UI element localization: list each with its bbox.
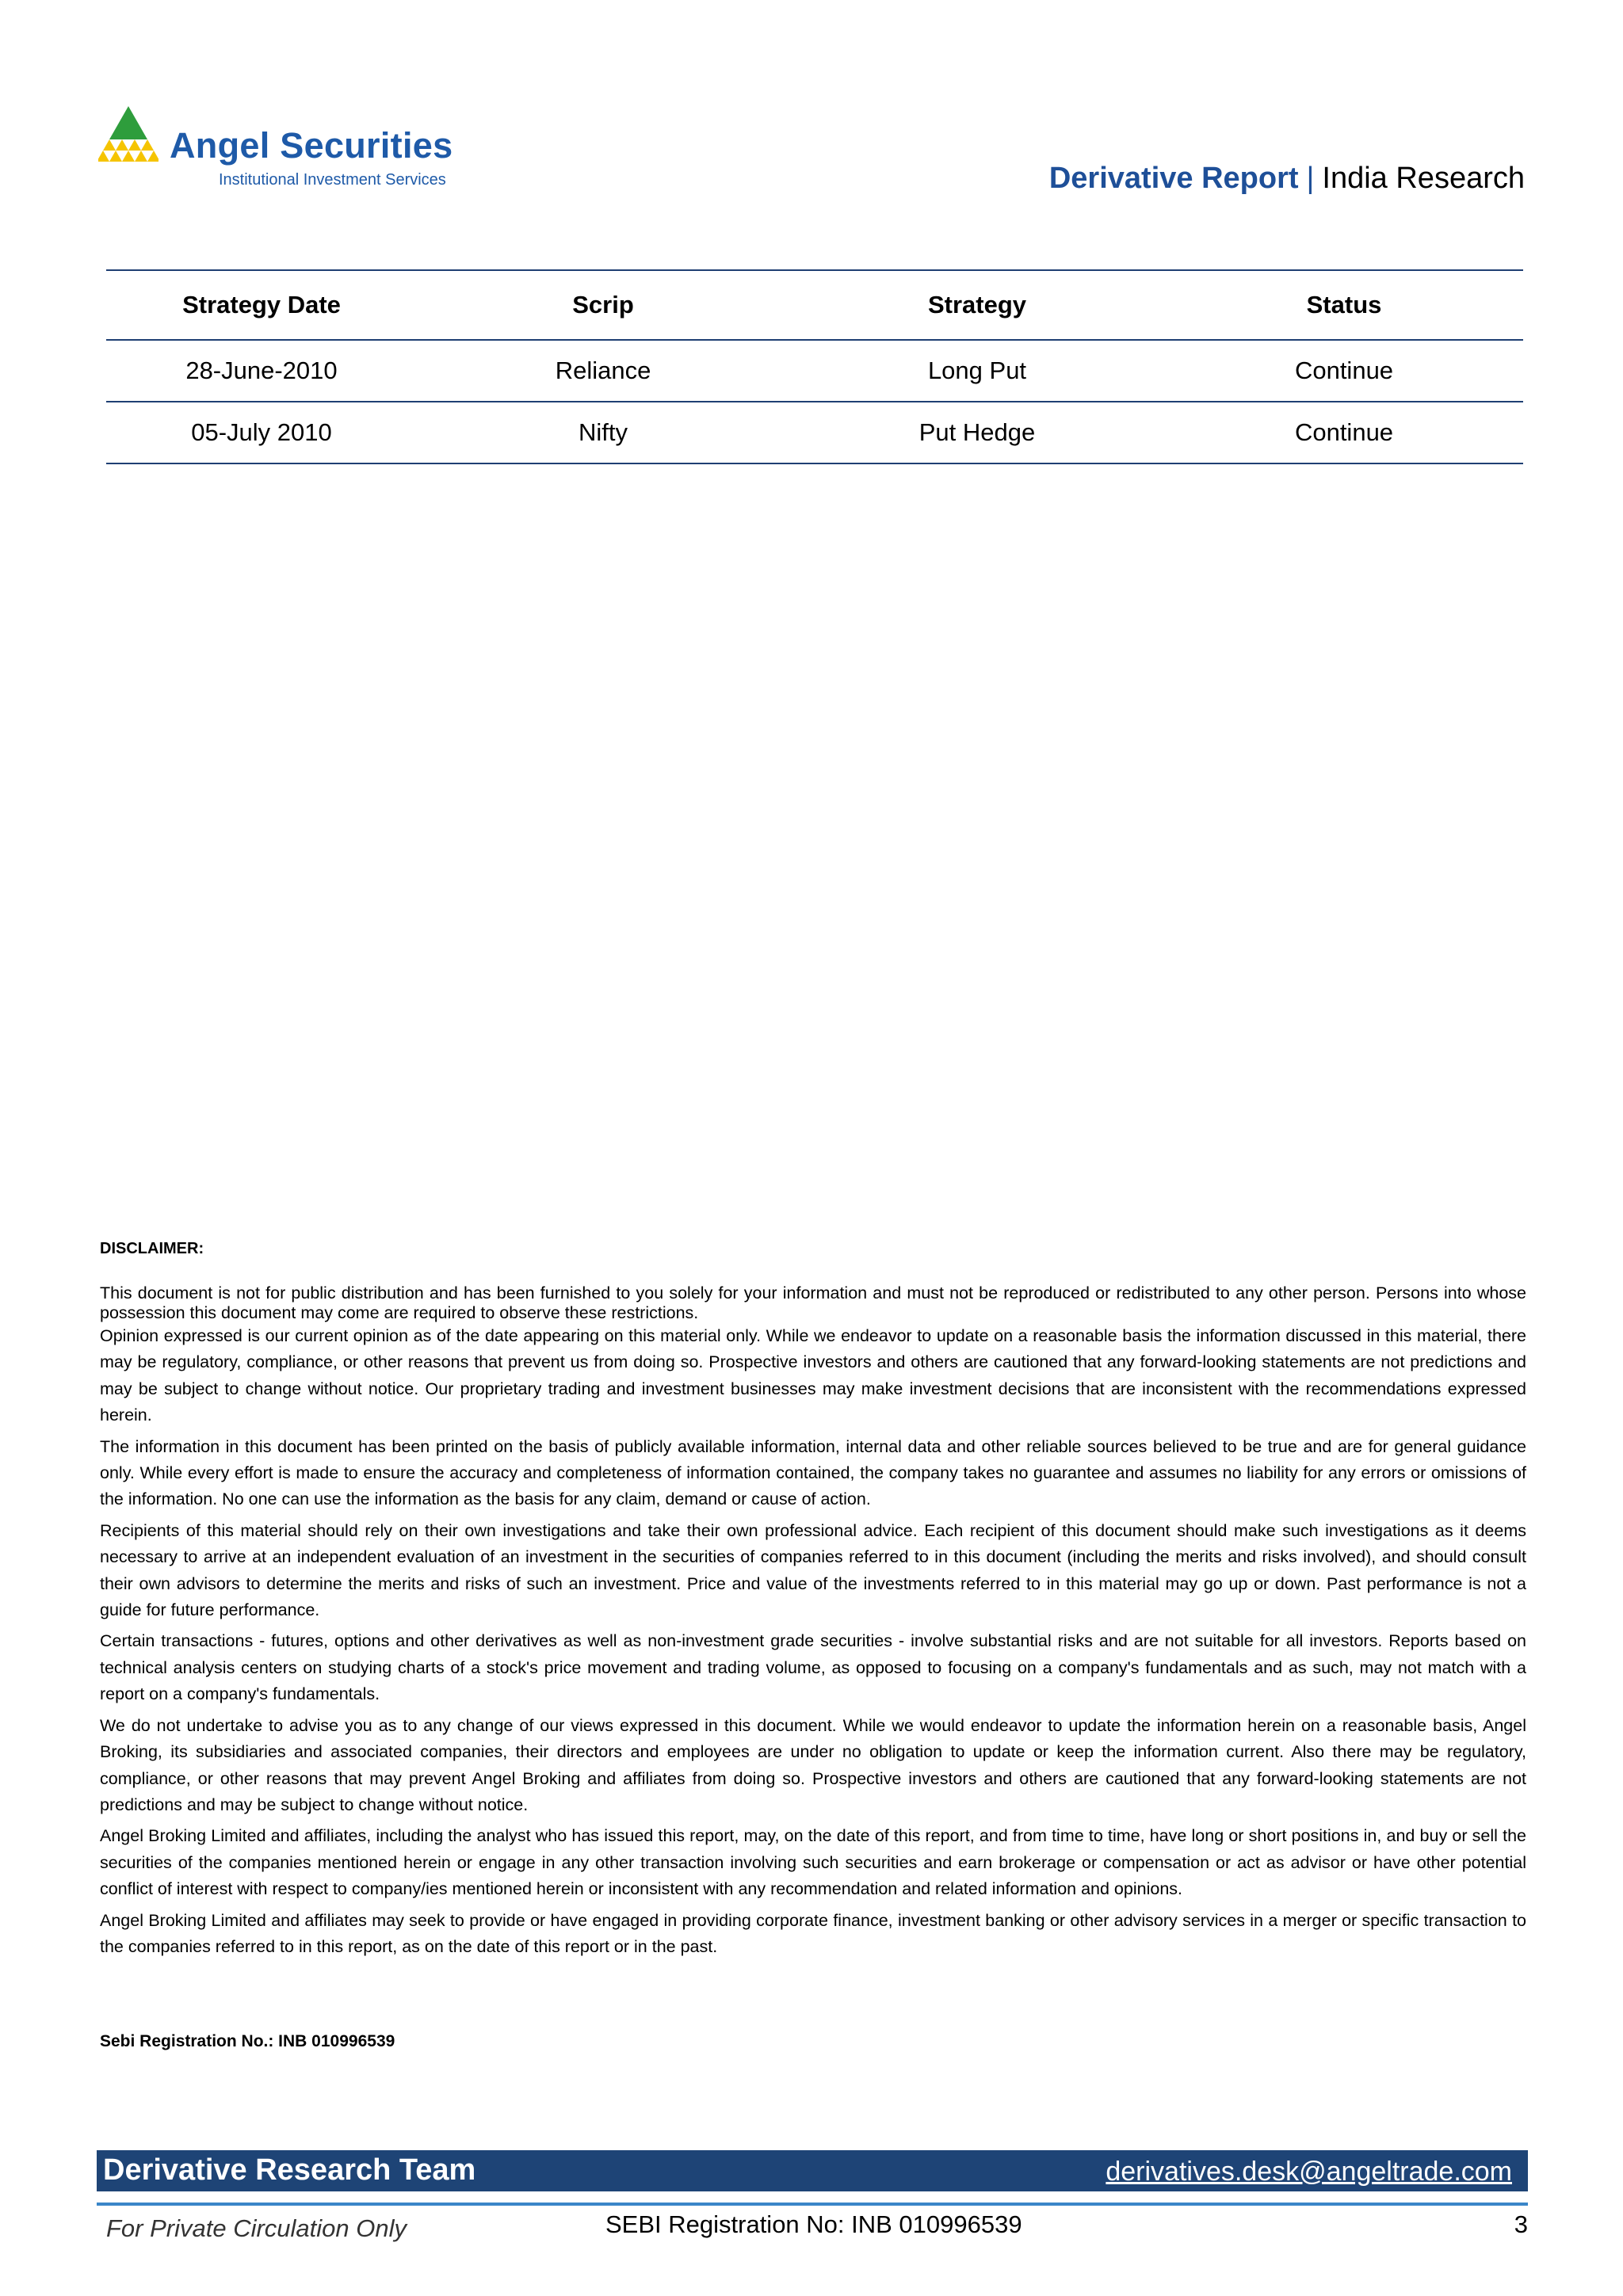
strategy-table: [106, 269, 1523, 464]
footer-divider: [97, 2203, 1528, 2206]
footer-sebi-registration: SEBI Registration No: INB 010996539: [605, 2210, 1022, 2238]
disclaimer-paragraph: This document is not for public distribution and has been furnished to you solely for your information and must not be reproduced or redistributed to any other person. Persons into whose possession this document may come are required to observe these restrictions.: [100, 1283, 1526, 1322]
column-header-strategy: Strategy: [789, 270, 1165, 340]
disclaimer-paragraph: The information in this document has been printed on the basis of publicly available information, internal data and other reliable sources believed to be true and are for general guidance only. While every effort is made to ensure the accuracy and completeness of information contained, the company takes no guarantee and assumes no liability for any errors or omissions of the information. No one can use the information as the basis for any claim, demand or cause of action.: [100, 1436, 1526, 1509]
cell-strategy: Long Put: [789, 340, 1165, 402]
footer-private-note: For Private Circulation Only: [106, 2214, 407, 2242]
table-row: [106, 402, 1523, 463]
table-row: [106, 340, 1523, 402]
column-header-status: Status: [1165, 270, 1523, 340]
cell-strategy-date: 28-June-2010: [106, 340, 417, 402]
page-number: 3: [1514, 2210, 1528, 2238]
report-region: India Research: [1322, 162, 1525, 195]
cell-scrip: Reliance: [417, 340, 789, 402]
cell-strategy-date: 05-July 2010: [106, 402, 417, 463]
disclaimer-paragraph: Recipients of this material should rely on their own investigations and take their own professional advice. Each recipient of this document should make such investigations as it deems necessary to arrive at an independent evaluation of an investment in the securities of companies referred to in this document (including the merits and risks involved), and should consult their own advisors to determine the merits and risks of such an investment. Price and value of the investments referred to in this material may go up or down. Past performance is not a guide for future performance.: [100, 1520, 1526, 1620]
title-separator: |: [1306, 162, 1315, 195]
cell-scrip: Nifty: [417, 402, 789, 463]
cell-strategy: Put Hedge: [789, 402, 1165, 463]
cell-status: Continue: [1165, 340, 1523, 402]
footer-bar: [97, 2150, 1528, 2191]
report-type: Derivative Report: [1048, 162, 1299, 195]
brand-logo: [98, 101, 495, 196]
disclaimer-heading: DISCLAIMER:: [100, 1240, 204, 1257]
triangle-logo-icon: [98, 106, 158, 163]
disclaimer-paragraph: Opinion expressed is our current opinion as of the date appearing on this material only. While we endeavor to update on a reasonable basis the information discussed in this material, there may be regulatory, compliance, or other reasons that prevent us from doing so. Prospective investors and others are cautioned that any forward-looking statements are not predictions and may be subject to change without notice. Our proprietary trading and investment businesses may make investment decisions that are inconsistent with the recommendations expressed herein.: [100, 1326, 1526, 1425]
sebi-registration: Sebi Registration No.: INB 010996539: [100, 2032, 395, 2050]
disclaimer-paragraph: Certain transactions - futures, options and other derivatives as well as non-investment grade securities - involve substantial risks and are not suitable for all investors. Reports based on technical analysis centers on studying charts of a stock's price movement and trading volume, as opposed to focusing on a company's fundamentals and as such, may not match with a report on a company's fundamentals.: [100, 1631, 1526, 1704]
footer-team-name: Derivative Research Team: [103, 2153, 476, 2187]
cell-status: Continue: [1165, 402, 1523, 463]
column-header-strategy-date: Strategy Date: [106, 270, 417, 340]
brand-tagline: Institutional Investment Services: [219, 171, 446, 189]
column-header-scrip: Scrip: [417, 270, 789, 340]
report-title: [1049, 162, 1525, 196]
disclaimer-paragraph: Angel Broking Limited and affiliates may seek to provide or have engaged in providing corporate finance, investment banking or other advisory services in a merger or specific transaction to the companies referred to in this report, as on the date of this report or in the past.: [100, 1910, 1526, 1956]
brand-name: Angel Securities: [170, 125, 453, 166]
disclaimer-body: [100, 1283, 1526, 1965]
table-header-row: [106, 270, 1523, 340]
disclaimer-paragraph: We do not undertake to advise you as to any change of our views expressed in this document. While we would endeavor to update the information herein on a reasonable basis, Angel Broking, its subsidiaries and associated companies, their directors and employees are under no obligation to update or keep the information current. Also there may be regulatory, compliance, or other reasons that may prevent Angel Broking and affiliates from doing so. Prospective investors and others are cautioned that any forward-looking statements are not predictions and may be subject to change without notice.: [100, 1715, 1526, 1814]
disclaimer-paragraph: Angel Broking Limited and affiliates, including the analyst who has issued this report, may, on the date of this report, and from time to time, have long or short positions in, and buy or sell the securities of the companies mentioned herein or engage in any other transaction involving such securities and earn brokerage or compensation or act as advisor or have other potential conflict of interest with respect to company/ies mentioned herein or inconsistent with any recommendation and related information and opinions.: [100, 1826, 1526, 1899]
footer-email-link[interactable]: derivatives.desk@angeltrade.com: [1106, 2157, 1512, 2187]
